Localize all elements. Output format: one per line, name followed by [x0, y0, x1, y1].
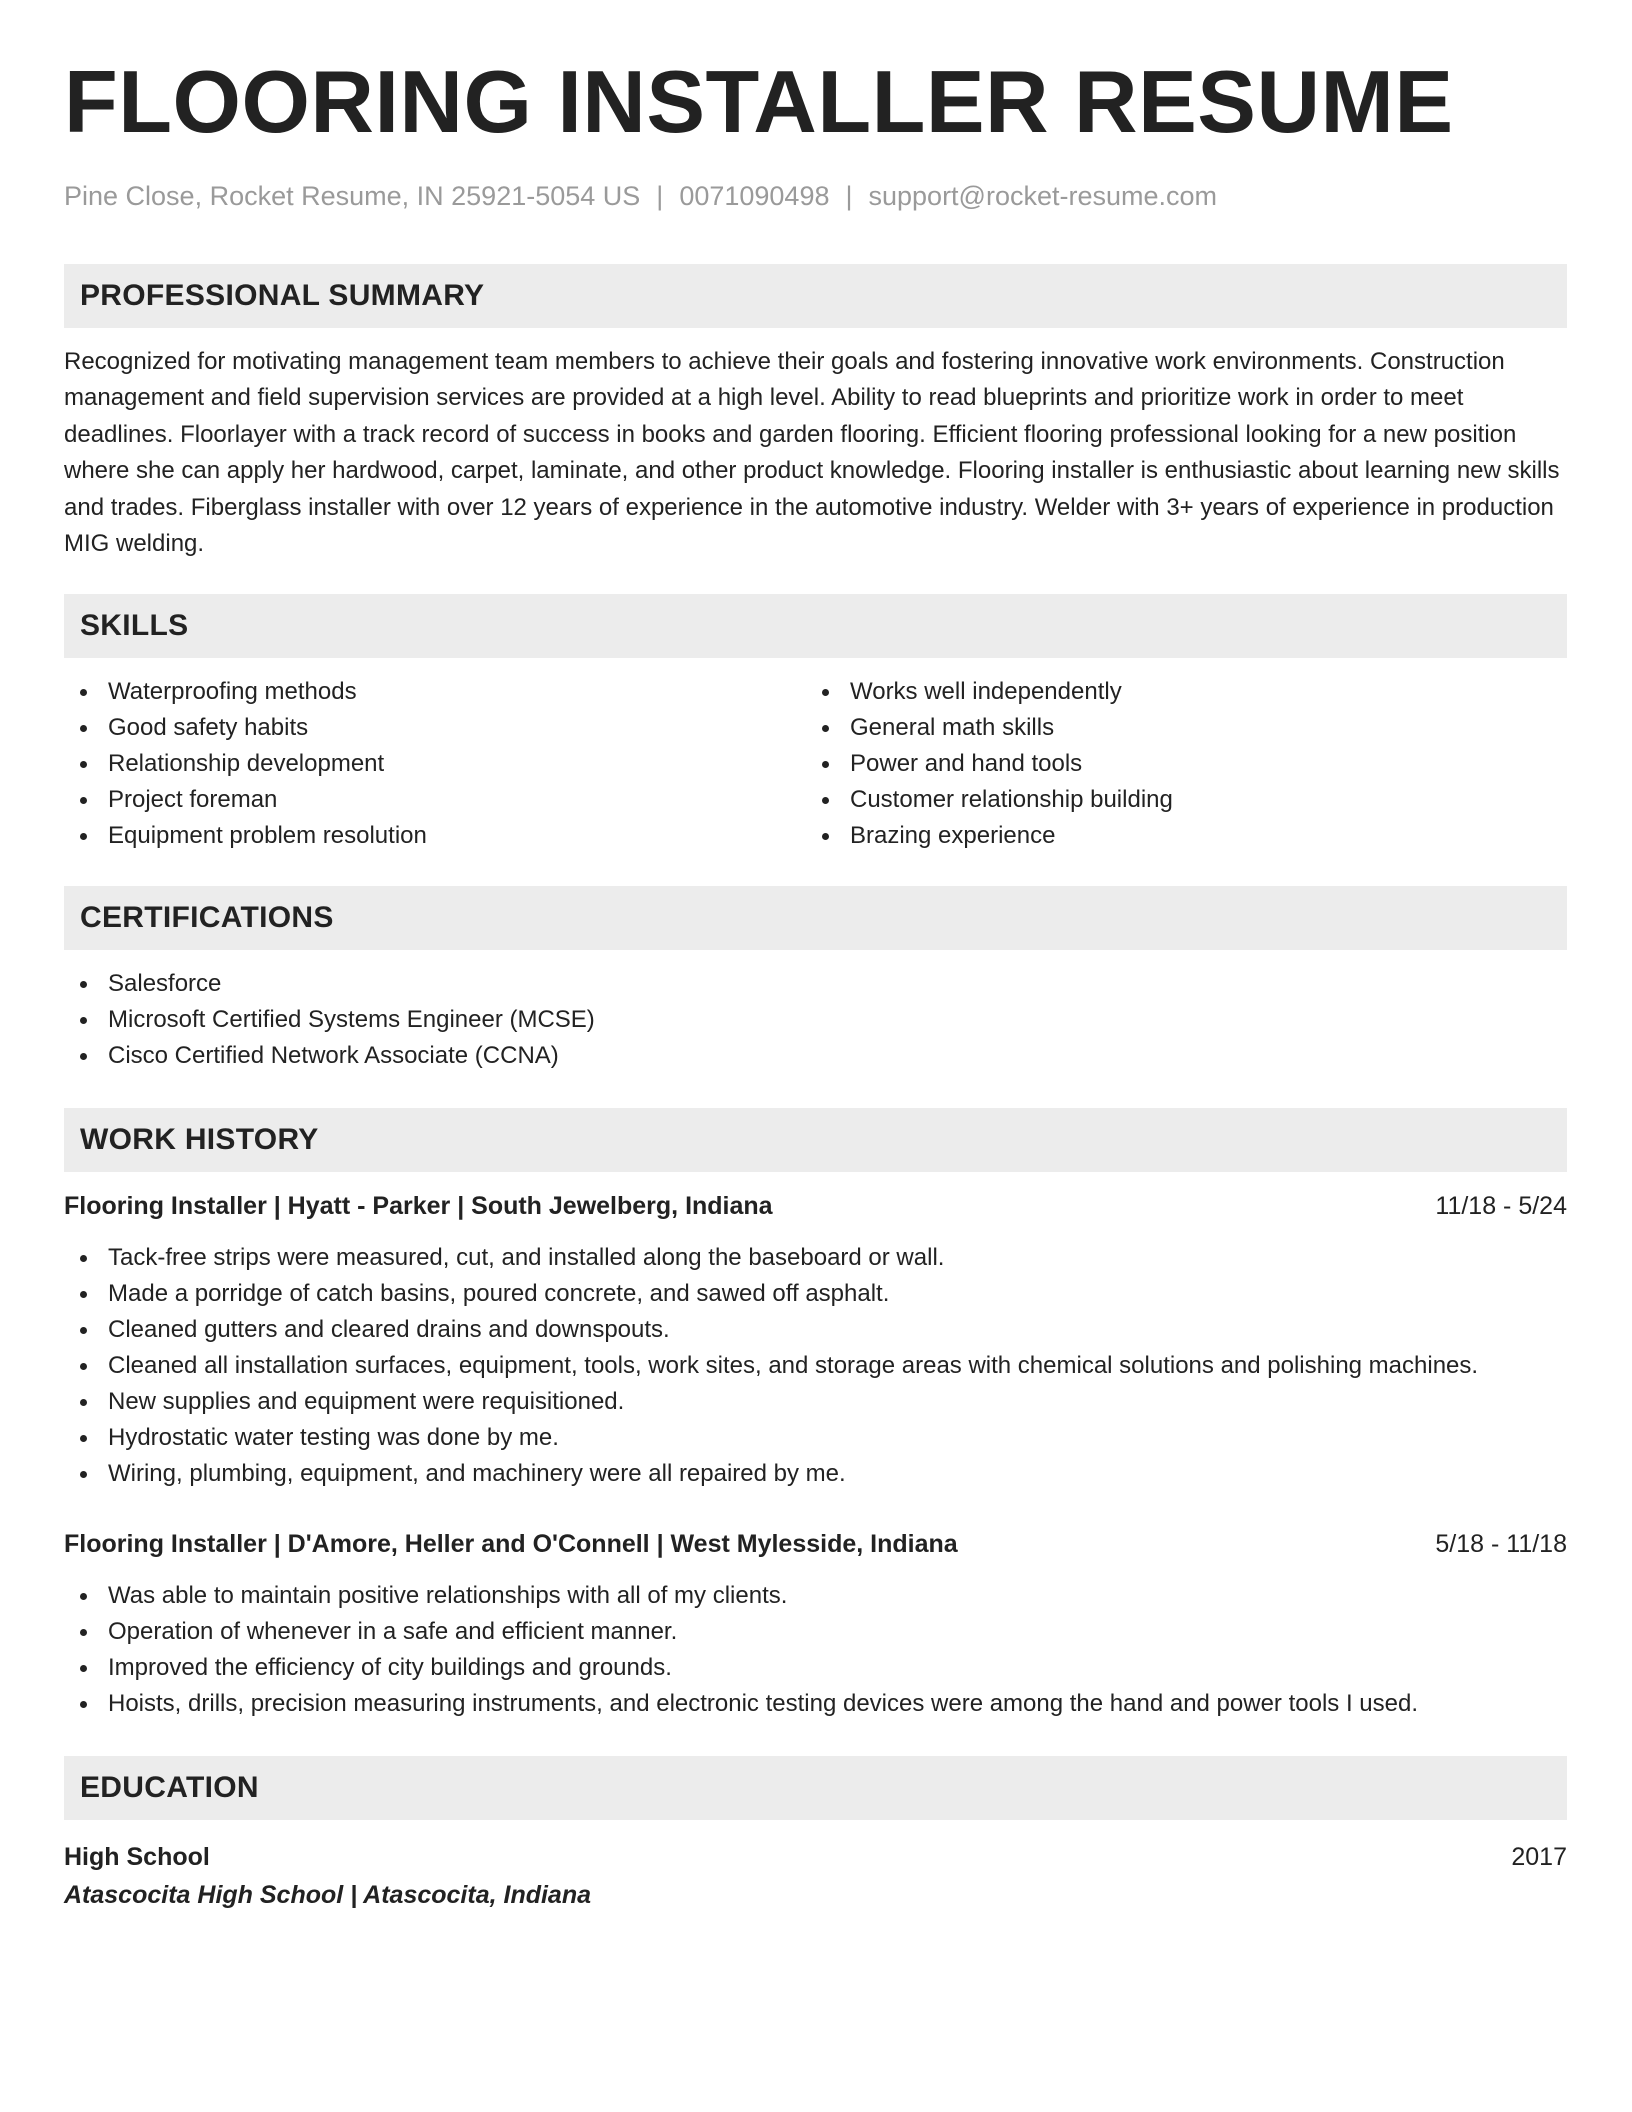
bullet-icon	[80, 1291, 87, 1298]
job-bullet: Made a porridge of catch basins, poured concrete, and sawed off asphalt.	[64, 1276, 1567, 1312]
certification-item: Cisco Certified Network Associate (CCNA)	[64, 1038, 1567, 1074]
bullet-icon	[80, 1399, 87, 1406]
bullet-icon	[80, 1665, 87, 1672]
skill-item: Power and hand tools	[806, 746, 1548, 782]
skills-right-list	[806, 674, 1548, 854]
section-heading-certifications: CERTIFICATIONS	[64, 886, 1567, 950]
job-bullet: Was able to maintain positive relationships with all of my clients.	[64, 1578, 1567, 1614]
job-bullet: Wiring, plumbing, equipment, and machinery were all repaired by me.	[64, 1456, 1567, 1492]
section-heading-summary: PROFESSIONAL SUMMARY	[64, 264, 1567, 328]
bullet-icon	[80, 725, 87, 732]
bullet-icon	[80, 981, 87, 988]
bullet-icon	[80, 1363, 87, 1370]
bullet-icon	[80, 1017, 87, 1024]
job-bullet: Cleaned gutters and cleared drains and downspouts.	[64, 1312, 1567, 1348]
job-bullet: New supplies and equipment were requisitioned.	[64, 1384, 1567, 1420]
job-header	[64, 1188, 1567, 1224]
contact-address: Pine Close, Rocket Resume, IN 25921-5054 US	[64, 181, 641, 211]
education-year: 2017	[1511, 1843, 1567, 1872]
skill-item: Works well independently	[806, 674, 1548, 710]
education-school: Atascocita High School | Atascocita, Indiana	[64, 1881, 592, 1910]
skill-item: Project foreman	[64, 782, 806, 818]
education-degree: High School	[64, 1843, 210, 1872]
job-dates: 5/18 - 11/18	[1435, 1530, 1567, 1559]
work-history-section	[64, 1108, 1567, 1722]
bullet-icon	[80, 833, 87, 840]
contact-line	[64, 178, 1567, 214]
contact-phone: 0071090498	[679, 181, 830, 211]
job-bullet: Hoists, drills, precision measuring instruments, and electronic testing devices were among the hand and power tools I used.	[64, 1686, 1567, 1722]
job-bullet: Hydrostatic water testing was done by me.	[64, 1420, 1567, 1456]
section-heading-education: EDUCATION	[64, 1756, 1567, 1820]
job-bullet: Operation of whenever in a safe and efficient manner.	[64, 1614, 1567, 1650]
skill-item: General math skills	[806, 710, 1548, 746]
bullet-icon	[80, 797, 87, 804]
job-dates: 11/18 - 5/24	[1435, 1192, 1567, 1221]
bullet-icon	[822, 689, 829, 696]
bullet-icon	[80, 1701, 87, 1708]
professional-summary-section	[64, 264, 1567, 562]
skill-item: Equipment problem resolution	[64, 818, 806, 854]
job-title: Flooring Installer | Hyatt - Parker | South Jewelberg, Indiana	[64, 1192, 773, 1221]
bullet-icon	[80, 1629, 87, 1636]
section-heading-skills: SKILLS	[64, 594, 1567, 658]
skills-grid	[64, 658, 1567, 854]
bullet-icon	[822, 833, 829, 840]
contact-email: support@rocket-resume.com	[868, 181, 1218, 211]
bullet-icon	[80, 761, 87, 768]
bullet-icon	[80, 1471, 87, 1478]
education-entry	[64, 1838, 1567, 1914]
skill-item: Relationship development	[64, 746, 806, 782]
certifications-section	[64, 886, 1567, 1074]
resume-title: FLOORING INSTALLER RESUME	[64, 52, 1454, 151]
job-entry	[64, 1188, 1567, 1492]
certification-item: Microsoft Certified Systems Engineer (MCSE)	[64, 1002, 1567, 1038]
contact-separator: |	[656, 181, 664, 211]
bullet-icon	[80, 1435, 87, 1442]
bullet-icon	[80, 1053, 87, 1060]
bullet-icon	[80, 1327, 87, 1334]
job-title: Flooring Installer | D'Amore, Heller and O'Connell | West Mylesside, Indiana	[64, 1530, 958, 1559]
section-heading-work-history: WORK HISTORY	[64, 1108, 1567, 1172]
bullet-icon	[80, 1255, 87, 1262]
resume-content	[64, 52, 1567, 1914]
job-bullets	[64, 1240, 1567, 1492]
skill-item: Brazing experience	[806, 818, 1548, 854]
bullet-icon	[822, 797, 829, 804]
job-entry	[64, 1526, 1567, 1722]
skill-item: Good safety habits	[64, 710, 806, 746]
job-bullet: Tack-free strips were measured, cut, and installed along the baseboard or wall.	[64, 1240, 1567, 1276]
skills-section	[64, 594, 1567, 854]
skills-left-list	[64, 674, 806, 854]
job-bullet: Improved the efficiency of city buildings and grounds.	[64, 1650, 1567, 1686]
skill-item: Customer relationship building	[806, 782, 1548, 818]
bullet-icon	[822, 761, 829, 768]
certifications-list	[64, 966, 1567, 1074]
job-bullets	[64, 1578, 1567, 1722]
education-section	[64, 1756, 1567, 1914]
summary-text: Recognized for motivating management team members to achieve their goals and fostering innovative work environments. Construction management and field supervision services are provided at a high level. Ability to read blueprints and prioritize work in order to meet deadlines. Floorlayer with a track record of success in books and garden flooring. Efficient flooring professional looking for a new position where she can apply her hardwood, carpet, laminate, and other product knowledge. Flooring installer is enthusiastic about learning new skills and trades. Fiberglass installer with over 12 years of experience in the automotive industry. Welder with 3+ years of experience in production MIG welding.	[64, 348, 1560, 558]
job-bullet: Cleaned all installation surfaces, equipment, tools, work sites, and storage areas with chemical solutions and polishing machines.	[64, 1348, 1567, 1384]
job-header	[64, 1526, 1567, 1562]
certification-item: Salesforce	[64, 966, 1567, 1002]
education-header	[64, 1838, 1567, 1876]
bullet-icon	[80, 689, 87, 696]
bullet-icon	[822, 725, 829, 732]
bullet-icon	[80, 1593, 87, 1600]
contact-separator: |	[845, 181, 853, 211]
skill-item: Waterproofing methods	[64, 674, 806, 710]
